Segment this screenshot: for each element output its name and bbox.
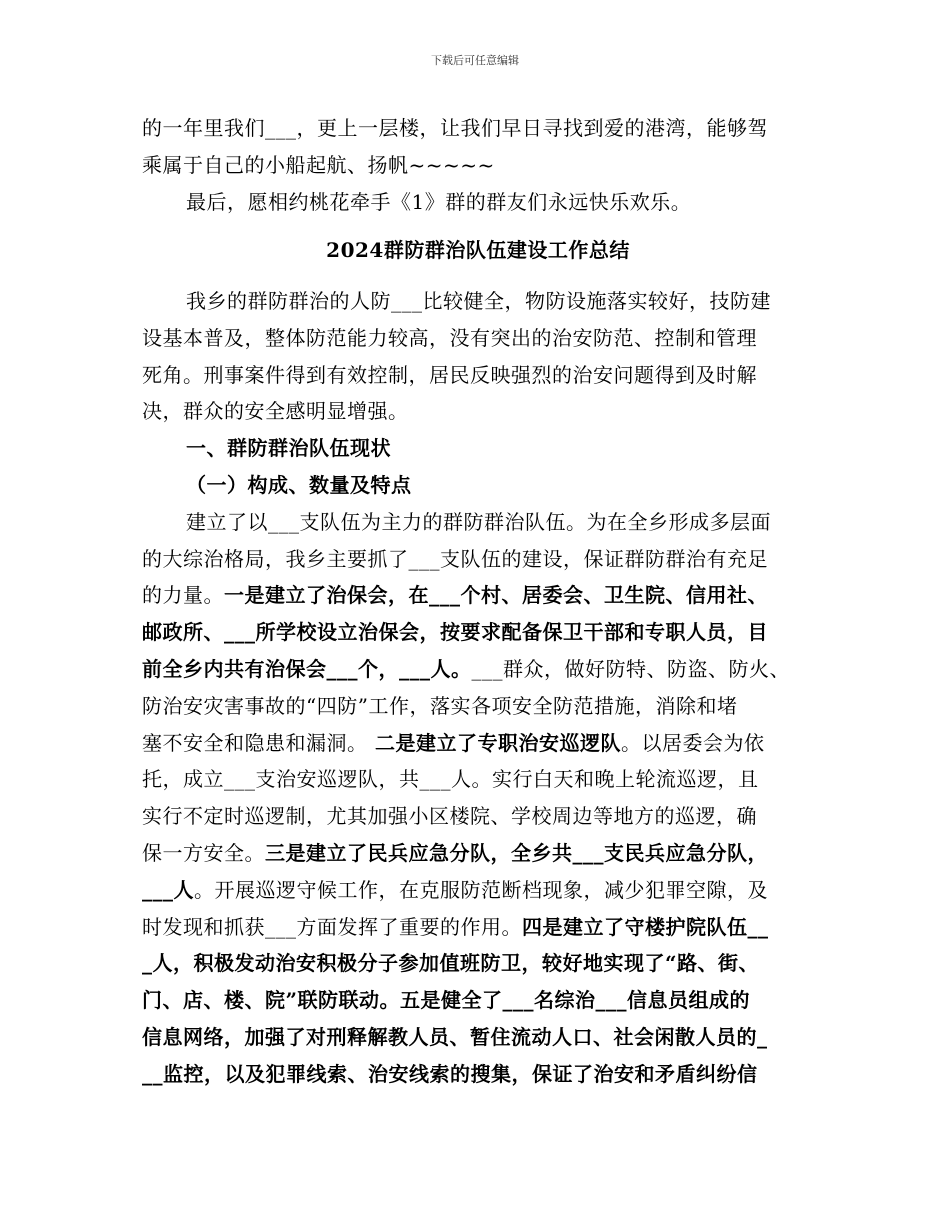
text-run: 。以居委会为依 (620, 730, 765, 755)
text-line (142, 909, 814, 946)
text-line: 的一年里我们___，更上一层楼，让我们早日寻找到爱的港湾，能够驾 (142, 116, 768, 140)
bold-text-line: 信息网络，加强了对刑释解教人员、暂住流动人口、社会闲散人员的_ (142, 1024, 768, 1049)
main-section (142, 283, 814, 1093)
text-line: 设基本普及，整体防范能力较高，没有突出的治安防范、控制和管理 (142, 325, 757, 350)
text-run: 保一方安全。 (142, 840, 265, 865)
text-line: 防治安灾害事故的“四防”工作，落实各项安全防范措施，消除和堵 (142, 693, 738, 718)
text-line: 实行不定时巡逻制，尤其加强小区楼院、学校周边等地方的巡逻，确 (142, 804, 757, 829)
text-line: 我乡的群防群治的人防___比较健全，物防设施落实较好，技防建 (186, 289, 771, 313)
text-line: 决，群众的安全感明显增强。 (142, 399, 409, 424)
text-line: 乘属于自己的小船起航、扬帆~~~~~ (142, 152, 495, 177)
text-line: 建立了以___支队伍为主力的群防群治队伍。为在全乡形成多层面 (186, 509, 771, 534)
bold-text-run: 二是建立了专职治安巡逻队 (367, 730, 621, 755)
text-run: 的力量。 (142, 583, 224, 608)
intro-section (142, 110, 814, 220)
bold-text-run: 三是建立了民兵应急分队，全乡共___支民兵应急分队， (265, 840, 768, 865)
text-run: 时发现和抓获___方面发挥了重要的作用。 (142, 914, 522, 939)
bold-text-run: 四是建立了守楼护院队伍__ (522, 914, 769, 939)
section-heading: 一、群防群治队伍现状 (186, 436, 391, 461)
text-run: ___群众，做好防特、防盗、防火、 (471, 656, 790, 681)
subsection-heading: （一）构成、数量及特点 (186, 472, 412, 497)
bold-text-line: _人，积极发动治安积极分子参加值班防卫，较好地实现了“路、街、 (142, 951, 760, 976)
page-header: 下载后可任意编辑 (431, 54, 519, 67)
bold-text-line: 邮政所、___所学校设立治保会，按要求配备保卫干部和专职人员，目 (142, 620, 768, 645)
bold-text-line: 门、店、楼、院”联防联动。五是健全了___名综治___信息员组成的 (142, 988, 751, 1013)
text-line: 托，成立___支治安巡逻队，共___人。实行白天和晚上轮流巡逻，且 (142, 767, 759, 792)
text-run: 塞不安全和隐患和漏洞。 (142, 730, 368, 755)
text-line: 的大综治格局，我乡主要抓了___支队伍的建设，保证群防群治有充足 (142, 546, 768, 571)
text-run: 。开展巡逻守候工作，在克服防范断档现象，减少犯罪空隙，及 (194, 877, 768, 902)
text-line: 最后，愿相约桃花牵手《1》群的群友们永远快乐欢乐。 (186, 189, 692, 214)
bold-text-run: 一是建立了治保会，在___个村、居委会、卫生院、信用社、 (224, 583, 768, 608)
document-title: 2024群防群治队伍建设工作总结 (326, 238, 630, 262)
text-line (142, 725, 814, 762)
bold-text-run: ___人 (142, 877, 194, 902)
text-line (142, 577, 814, 614)
text-line: 死角。刑事案件得到有效控制，居民反映强烈的治安问题得到及时解 (142, 362, 757, 387)
text-line (142, 651, 814, 688)
text-line (142, 872, 814, 909)
bold-text-line: __监控，以及犯罪线索、治安线索的搜集，保证了治安和矛盾纠纷信 (142, 1061, 758, 1086)
text-line (142, 835, 814, 872)
bold-text-run: 前全乡内共有治保会___个，___人。 (142, 656, 472, 681)
